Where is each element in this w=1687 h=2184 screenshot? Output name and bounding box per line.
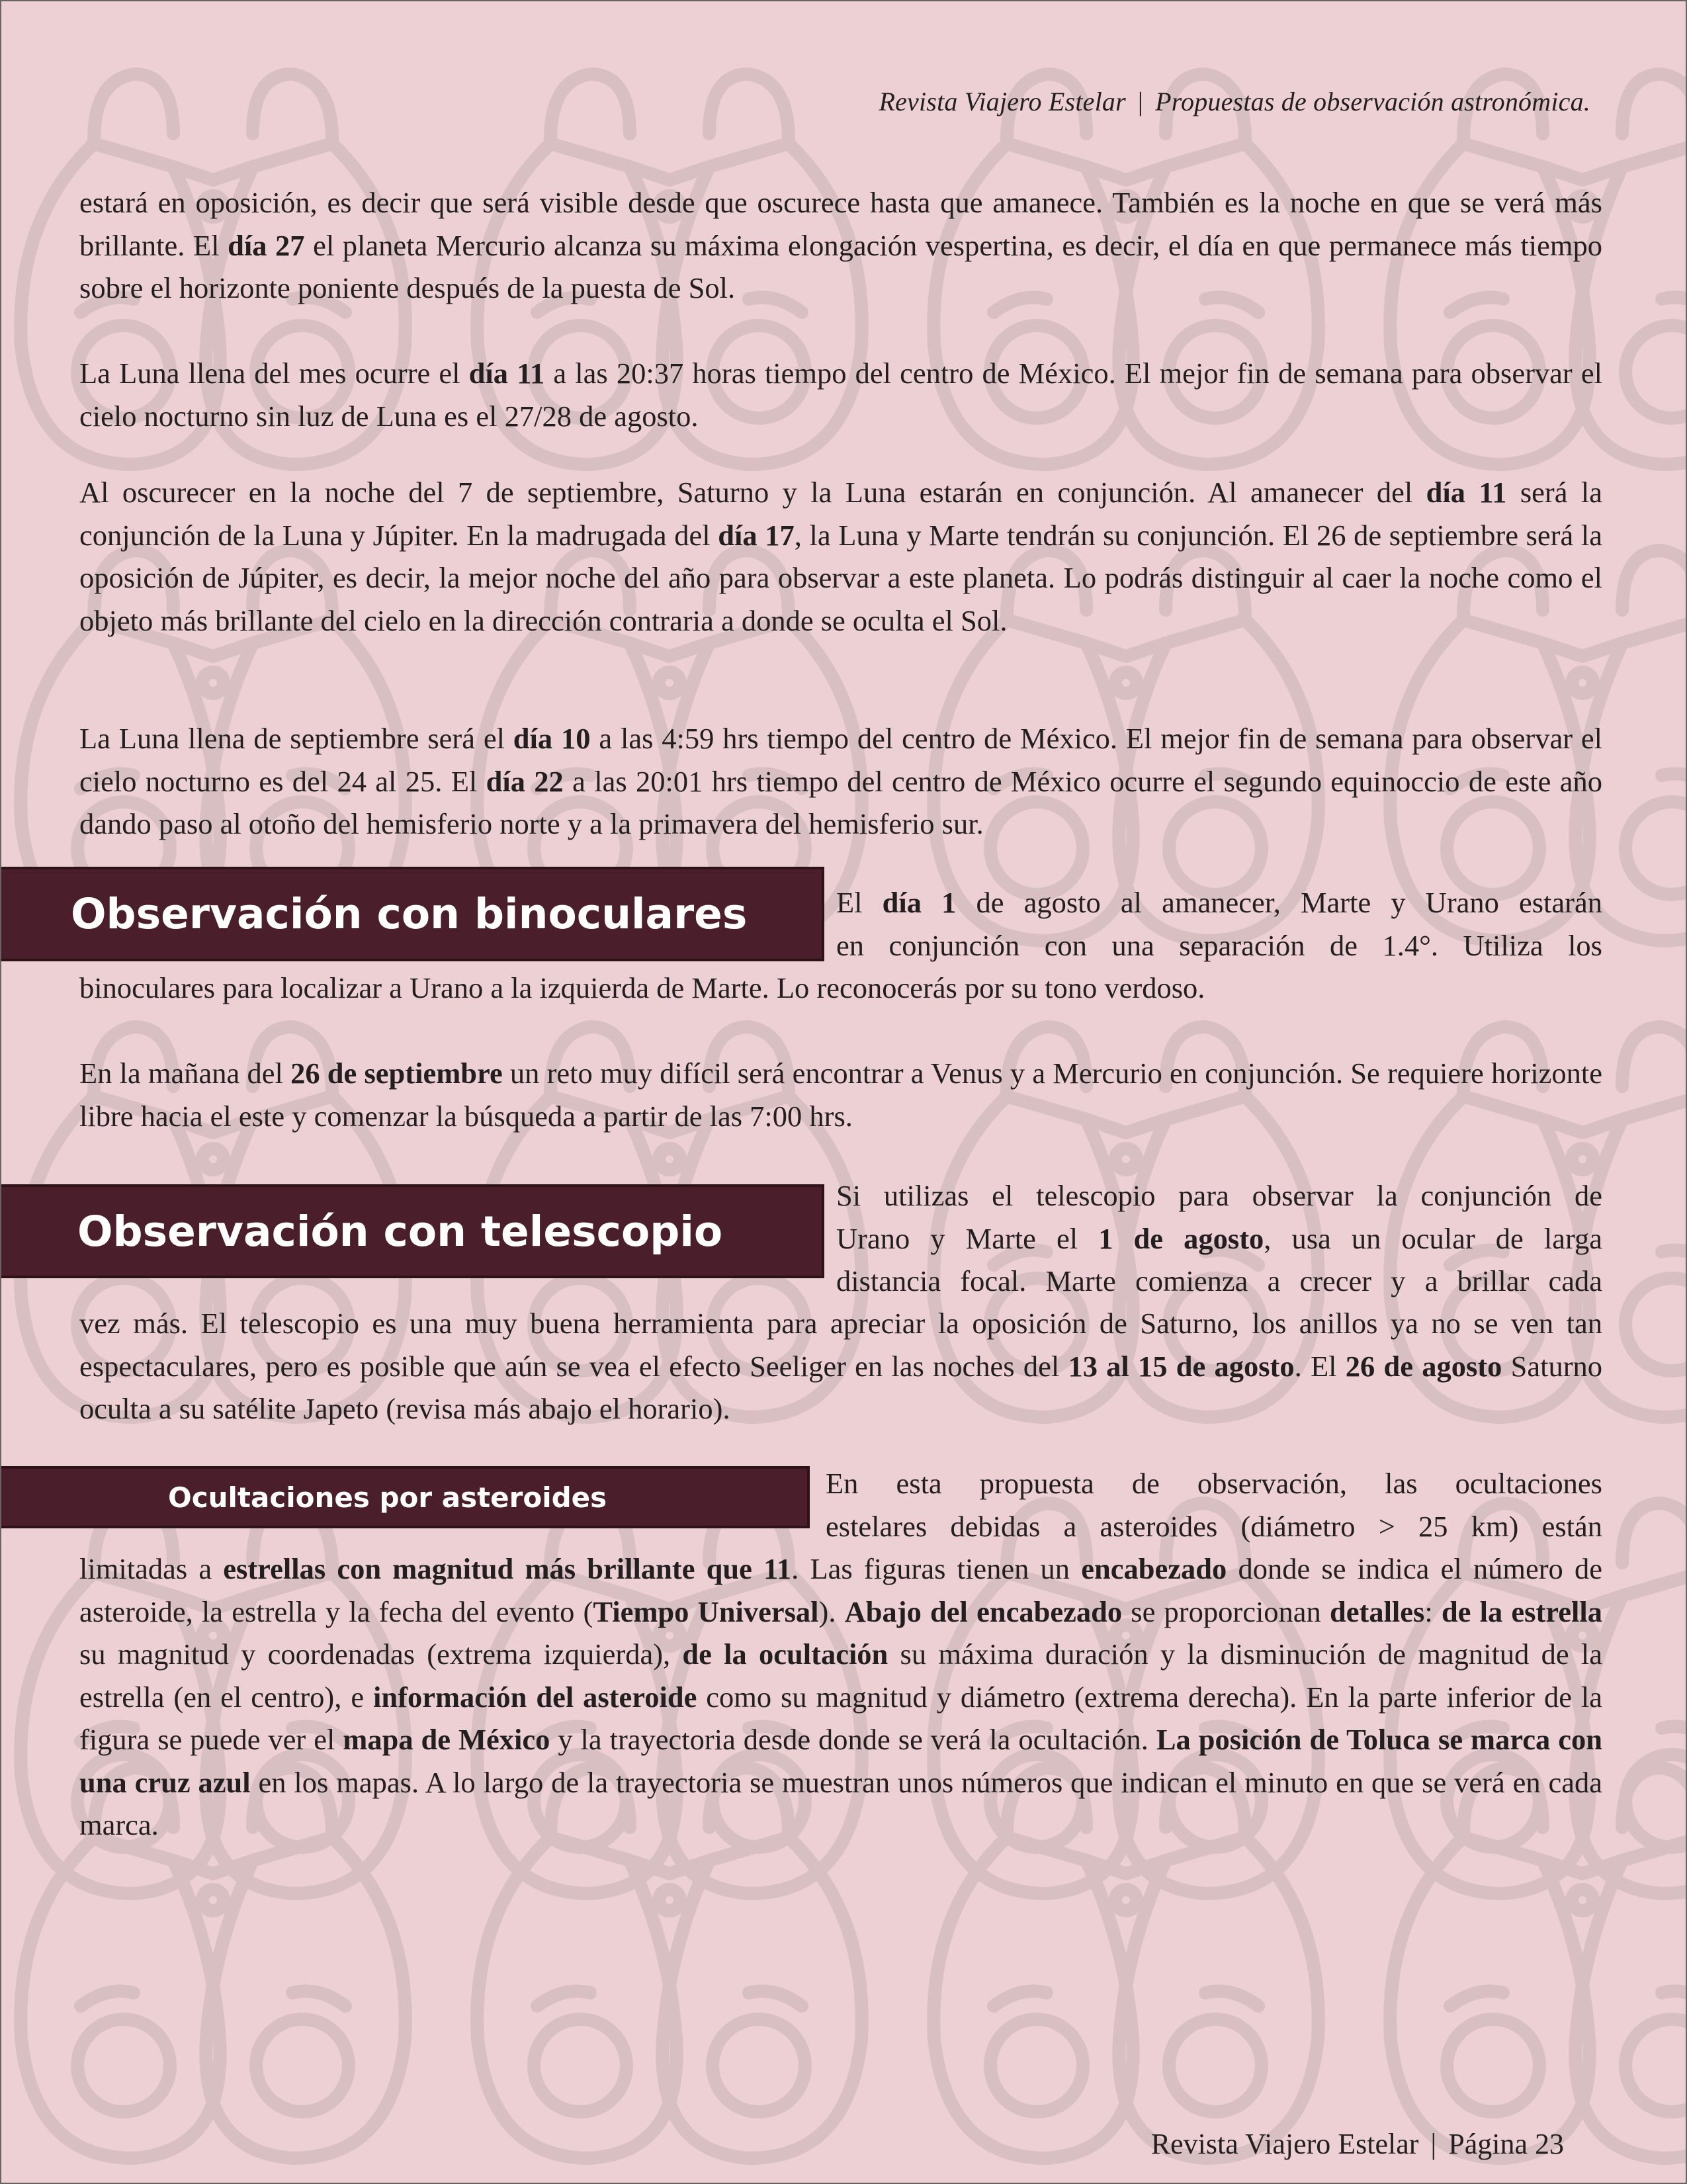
bold-text-run: día 22 [486, 764, 564, 798]
text-run: Al oscurecer en la noche del 7 de septiembre, Saturno y la Luna estarán en conjunción. Al amanecer del [79, 476, 1426, 509]
text-line [836, 881, 1602, 924]
bold-text-run: día 27 [228, 228, 305, 262]
text-run: donde se indica el número de asteroide, la estrella y la fecha del evento ( [79, 1552, 1602, 1628]
paragraph-conjunciones-septiembre [79, 471, 1602, 642]
bold-text-run: 26 de septiembre [290, 1057, 503, 1090]
bold-text-run: Abajo del encabezado [844, 1594, 1123, 1628]
text-run: en los mapas. A lo largo de la trayectoria se muestran unos números que indican el minuto en que se verá en cada marca. [79, 1765, 1602, 1841]
text-run: Saturno oculta a su satélite Japeto (revisa más abajo el horario). [79, 1349, 1603, 1425]
header-magazine-name: Revista Viajero Estelar [879, 87, 1126, 116]
text-run: binoculares para localizar a Urano a la izquierda de Marte. Lo reconocerás por su tono verdoso. [79, 971, 1205, 1004]
asteroides-intro [826, 1462, 1602, 1548]
paragraph-venus-mercurio [79, 1052, 1602, 1137]
text-run: a las 4:59 hrs tiempo del centro de México. El mejor fin de semana para observar el cielo nocturno es del 24 al 25. El [79, 722, 1602, 798]
heading-text: Observación con telescopio [77, 1207, 723, 1256]
text-line [836, 1174, 1602, 1217]
text-run: estelares debidas a asteroides (diámetro > 25 km) están [826, 1509, 1602, 1543]
bold-text-run: La posición de Toluca se marca con una cruz azul [79, 1723, 1602, 1799]
text-run: La Luna llena del mes ocurre el [79, 357, 469, 390]
paragraph-luna-llena-agosto [79, 352, 1602, 437]
text-run: como su magnitud y diámetro (extrema derecha). En la parte inferior de la figura se puede ver el [79, 1680, 1603, 1756]
bold-text-run: 13 al 15 de agosto [1068, 1349, 1295, 1383]
heading-text: Observación con binoculares [71, 890, 748, 938]
header-separator: | [1137, 87, 1144, 116]
section-heading-binoculares [1, 867, 824, 961]
text-run: de agosto al amanecer, Marte y Urano estarán [956, 886, 1602, 919]
text-run: el planeta Mercurio alcanza su máxima elongación vespertina, es decir, el día en que permanece más tiempo sobre el horizonte poniente después de la puesta de Sol. [79, 228, 1602, 304]
text-run: su máxima duración y la disminución de magnitud de la estrella (en el centro), e [79, 1638, 1602, 1714]
bold-text-run: de la ocultación [682, 1638, 888, 1671]
text-line [836, 1260, 1602, 1303]
text-run: En esta propuesta de observación, las ocultaciones [826, 1467, 1602, 1500]
text-run: distancia focal. Marte comienza a crecer y a brillar cada [836, 1264, 1602, 1297]
text-run: El [836, 886, 883, 919]
bold-text-run: mapa de México [343, 1723, 550, 1756]
text-run: : [1424, 1594, 1442, 1628]
footer-separator: | [1430, 2128, 1437, 2160]
text-run: . Las figuras tienen un [791, 1552, 1082, 1585]
text-run: , usa un ocular de larga [1264, 1221, 1603, 1255]
footer-magazine-name: Revista Viajero Estelar [1150, 2128, 1419, 2160]
text-line [826, 1505, 1602, 1548]
text-run: ). [818, 1594, 845, 1628]
bold-text-run: estrellas con magnitud más brillante que 11 [223, 1552, 792, 1585]
text-run: La Luna llena de septiembre será el [79, 722, 513, 755]
telescopio-continuation [79, 1302, 1602, 1430]
paragraph-mercurio [79, 181, 1602, 310]
bold-text-run: día 1 [882, 886, 957, 919]
text-run: y la trayectoria desde donde se verá la ocultación. [550, 1723, 1156, 1756]
binoculares-intro [836, 881, 1602, 967]
text-line [836, 1217, 1602, 1260]
text-line [826, 1462, 1602, 1505]
text-run: En la mañana del [79, 1057, 291, 1090]
text-run: su magnitud y coordenadas (extrema izquierda), [79, 1638, 683, 1671]
bold-text-run: detalles [1330, 1594, 1425, 1628]
paragraph-luna-llena-septiembre [79, 717, 1602, 846]
asteroides-continuation [79, 1548, 1602, 1847]
text-run: estará en oposición, es decir que será visible desde que oscurece hasta que amanece. También es la noche en que se verá más brillante. El [79, 186, 1602, 262]
text-run: vez más. El telescopio es una muy buena herramienta para apreciar la oposición de Saturno, los anillos ya no se ven tan espectaculares, pero es posible que aún se vea el efecto Seeliger en las noches del [79, 1307, 1602, 1383]
bold-text-run: encabezado [1081, 1552, 1227, 1585]
bold-text-run: de la estrella [1441, 1594, 1602, 1628]
heading-text: Ocultaciones por asteroides [168, 1481, 607, 1514]
text-run: a las 20:01 hrs tiempo del centro de México ocurre el segundo equinoccio de este año dando paso al otoño del hemisferio norte y a la primavera del hemisferio sur. [79, 764, 1602, 840]
bold-text-run: 1 de agosto [1098, 1221, 1264, 1255]
bold-text-run: información del asteroide [373, 1680, 697, 1714]
running-header [879, 86, 1590, 117]
bold-text-run: día 17 [718, 518, 795, 552]
page-number: Página 23 [1448, 2128, 1564, 2160]
text-run: a las 20:37 horas tiempo del centro de México. El mejor fin de semana para observar el cielo nocturno sin luz de Luna es el 27/28 de agosto. [79, 357, 1602, 433]
text-run: se proporcionan [1122, 1594, 1330, 1628]
text-run: en conjunción con una separación de 1.4°. Utiliza los [836, 928, 1602, 962]
header-section-title: Propuestas de observación astronómica. [1155, 87, 1590, 116]
text-run: Si utilizas el telescopio para observar la conjunción de [836, 1179, 1602, 1212]
telescopio-intro [836, 1174, 1602, 1303]
bold-text-run: 26 de agosto [1345, 1349, 1502, 1383]
text-run: será la conjunción de la Luna y Júpiter. En la madrugada del [79, 476, 1602, 552]
text-run: limitadas a [79, 1552, 224, 1585]
section-heading-asteroides [1, 1466, 810, 1528]
bold-text-run: día 11 [468, 357, 545, 390]
bold-text-run: día 10 [513, 722, 591, 755]
bold-text-run: Tiempo Universal [593, 1594, 819, 1628]
text-line [836, 924, 1602, 967]
text-run: , la Luna y Marte tendrán su conjunción. El 26 de septiembre será la oposición de Júpiter, es decir, la mejor noche del año para observar a este planeta. Lo podrás distinguir al caer la noche como el objeto más brillante del cielo en la dirección contraria a donde se oculta el Sol. [79, 518, 1602, 637]
bold-text-run: día 11 [1426, 476, 1507, 509]
section-heading-telescopio [1, 1184, 824, 1278]
text-run: un reto muy difícil será encontrar a Venus y a Mercurio en conjunción. Se requiere horizonte libre hacia el este y comenzar la búsqueda a partir de las 7:00 hrs. [79, 1057, 1602, 1133]
page-footer [1151, 2127, 1564, 2161]
binoculares-continuation [79, 967, 1602, 1010]
text-run: . El [1294, 1349, 1346, 1383]
text-run: Urano y Marte el [836, 1221, 1099, 1255]
